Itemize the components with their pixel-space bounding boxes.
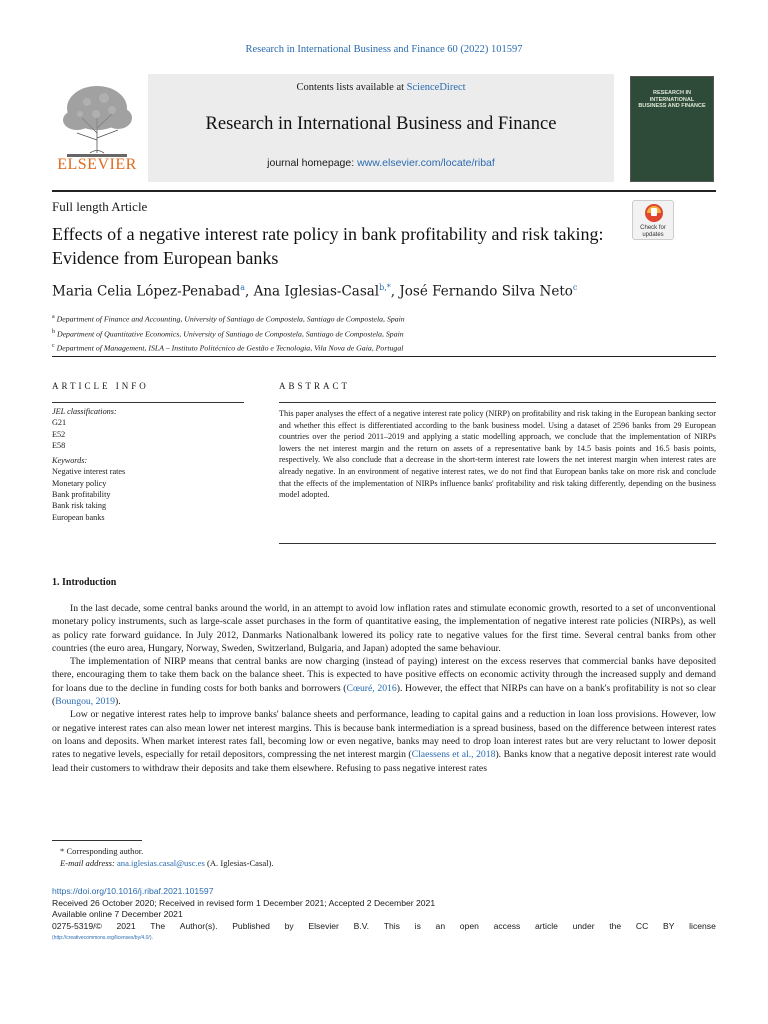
affiliation-text: Department of Management, ISLA – Instituto Politécnico de Gestão e Tecnologia, Vila Nova de Gaia, Portugal [56,343,404,353]
paragraph [52,655,716,708]
license-word: BY [662,921,675,932]
affiliation-item [52,326,405,341]
journal-title: Research in International Business and Finance [205,114,557,134]
homepage-prefix: journal homepage: [267,157,358,169]
publication-info [52,886,716,945]
contents-line [148,82,614,93]
license-word: an [435,921,446,932]
affiliation-item [52,311,405,326]
contents-prefix: Contents lists available at [296,82,407,93]
paragraph-text: ). [114,696,121,708]
corresponding-author-note: * Corresponding author. [60,846,144,856]
affiliation-text: Department of Finance and Accounting, University of Santiago de Compostela, Santiago de Compostela, Spain [56,314,405,324]
affiliation-list [52,311,405,355]
author-name[interactable]: José Fernando Silva Neto [399,283,573,300]
affiliation-divider [52,356,716,357]
author-name[interactable]: Maria Celia López-Penabad [52,283,241,300]
paragraph: In the last decade, some central banks around the world, in an attempt to avoid low inflation rates and stimulate economic growth, resorted to a set of unconventional monetary policy instruments, such as large-scale asset purchases in the form of quantitative easing, the implementation of negative interest rate policies (NIRPs), as well as policy rate forward guidance. In July 2012, Danmarks Nationalbank lowered its policy rate to negative values for the first time. Several central banks from other countries (the euro area, Hungary, Norway, Sweden, Switzerland, Bulgaria, and Japan) adopted the same behaviour. [52,603,716,654]
license-word: is [414,921,421,932]
license-word: This [383,921,400,932]
affiliation-text: Department of Quantitative Economics, University of Santiago de Compostela, Santiago de Compostela, Spain [56,329,404,339]
article-info-panel [52,406,244,523]
license-word: license [689,921,716,932]
author-name[interactable]: Ana Iglesias-Casal [253,283,380,300]
author-affiliation-sup[interactable]: a [240,283,245,292]
jel-code: G21 [52,418,67,428]
email-link[interactable]: ana.iglesias.casal@usc.es [116,858,205,868]
paragraph-text: ). However, the effect that NIRPs can have on a bank's profitability is not so clear ( [52,682,716,708]
paragraph-text: The implementation of NIRP means that central banks are now charging (instead of paying) interest on the excess reserves that commercial banks have deposited there, encouraging them to take them back on the balance sheet. This is expected to have positive effects on economic activity through the increased supply and demand for loans due to the decline in funding costs for both banks and borrowers ( [52,656,716,694]
license-word: by [284,921,294,932]
email-suffix: (A. Iglesias-Casal). [204,858,274,868]
introduction-body [52,602,716,775]
affiliation-sup: b [52,328,55,335]
author-affiliation-sup[interactable]: b,* [379,283,391,292]
journal-cover-title: RESEARCH IN INTERNATIONAL BUSINESS AND FINANCE [638,90,706,109]
citation-link[interactable]: Claessens et al., 2018 [411,749,496,761]
keywords-label: Keywords: [52,456,88,466]
check-updates-label: Check for updates [640,225,666,238]
abstract-bottom-divider [279,543,716,544]
journal-homepage-line [148,157,614,169]
abstract-text: This paper analyses the effect of a negative interest rate policy (NIRP) on profitability and risk taking in the European banking sector and whether this effect is differentiated according to the bank business model. Using a dataset of 2596 banks from 29 European countries over the period 2011–2019 and applying a static modelling approach, we conclude that the implementation of NIRPs lowers the net interest margin and the return on assets of a representative bank by 14.5 basis points and 16.5 basis points, respectively. We also conclude that a decrease in the short-term interest rate lowers the net interest margin when interest rates are already negative. In an environment of negative interest rates, we do not find that European banks take on more risk and conclude that the effects of the implementation of NIRPs influence banks' profitability and risk taking differently, depending on the business model adopted. [279,409,716,500]
doi-link[interactable]: https://doi.org/10.1016/j.ribaf.2021.101597 [52,886,214,896]
header-divider [52,190,716,192]
author-affiliation-sup[interactable]: c [572,283,578,292]
abstract-heading: ABSTRACT [279,381,351,391]
license-line [52,921,716,933]
footnote-divider [52,840,142,841]
license-word: open [459,921,479,932]
sciencedirect-link[interactable]: ScienceDirect [406,82,466,93]
keyword: Monetary policy [52,478,107,488]
available-online: Available online 7 December 2021 [52,909,183,920]
license-word: Published [232,921,270,932]
keyword: Bank risk taking [52,501,107,511]
license-word: Elsevier [308,921,339,932]
paragraph [52,708,716,774]
affiliation-sup: c [52,343,55,350]
journal-reference[interactable]: Research in International Business and Finance 60 (2022) 101597 [245,44,523,55]
section-heading-introduction: 1. Introduction [52,577,117,588]
license-url-link[interactable]: (http://creativecommons.org/licenses/by/4.0/). [52,934,153,941]
license-word: article [535,921,558,932]
elsevier-wordmark: ELSEVIER [57,156,137,173]
email-label: E-mail address: [60,858,117,868]
license-word: 2021 [116,921,136,932]
author-list: Maria Celia López-Penabad$^a$, Ana Iglesias-Casal$^{b,*}$, José Fernando Silva Neto$^c$ [52,283,578,300]
license-word: Author(s). [179,921,218,932]
citation-link[interactable]: Boungou, 2019 [55,696,115,708]
keyword: Bank profitability [52,490,111,500]
received-dates: Received 26 October 2020; Received in revised form 1 December 2021; Accepted 2 December 2021 [52,897,436,908]
affiliation-sup: a [52,314,55,320]
check-updates-icon [633,201,675,225]
citation-link[interactable]: Cœuré, 2016 [346,682,397,694]
abstract-divider [279,402,716,403]
license-word: CC [635,921,649,932]
article-info-divider [52,402,244,403]
email-note [52,857,716,869]
jel-code: E52 [52,429,66,439]
article-title: Effects of a negative interest rate policy in bank profitability and risk taking: Evidence from European banks [52,224,604,268]
homepage-link[interactable]: www.elsevier.com/locate/ribaf [357,157,495,169]
license-word: the [609,921,622,932]
license-word: access [493,921,521,932]
affiliation-item [52,340,405,355]
license-word: The [150,921,166,932]
keyword: European banks [52,512,105,522]
article-info-heading: ARTICLE INFO [52,381,149,391]
paragraph-text: ). Banks know that a negative deposit interest rate would lead their customers to withdraw their deposits and take them elsewhere. Refusing to pass negative interest rates [52,749,716,774]
paragraph-text: Low or negative interest rates help to improve banks' balance sheets and performance, leading to capital gains and a reduction in loan loss provisions. However, low or negative interest rates can also mean lower net interest margins. This is because bank intermediation is a spread business, based on the difference between interest rates on loans and deposits. When market interest rates fall, becoming low or even negative, banks may need to drop loan interest rates but are very reluctant to lower deposit rates to negative levels, especially for retail depositors, compressing the net interest margin ( [52,709,716,761]
license-word: 0275-5319/© [52,921,102,932]
footnotes [52,845,716,869]
jel-code: E58 [52,440,66,450]
article-type: Full length Article [52,199,148,214]
keyword: Negative interest rates [52,467,126,477]
license-word: under [572,921,595,932]
license-word: B.V. [353,921,370,932]
jel-label: JEL classifications: [52,407,117,416]
